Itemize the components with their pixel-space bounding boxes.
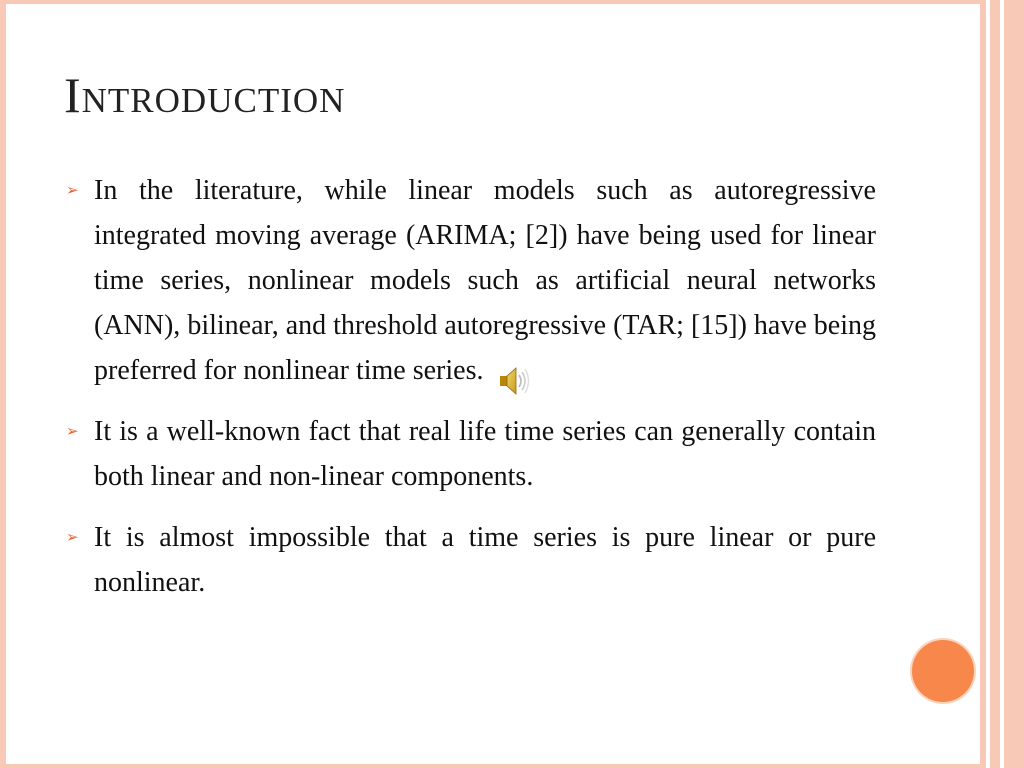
bullet-text: It is almost impossible that a time series is pure linear or pure nonlinear. bbox=[94, 522, 876, 598]
decorative-circle bbox=[912, 640, 974, 702]
right-stripes-decoration bbox=[980, 0, 1024, 768]
bullet-item bbox=[64, 515, 876, 605]
frame-left-border bbox=[0, 0, 6, 768]
stripe bbox=[1004, 0, 1024, 768]
bullet-text: In the literature, while linear models such as autoregressive integrated moving average (ARIMA; [2]) have being used for linear time series, nonlinear models such as artificial neural networks (ANN), bilinear, and threshold autoregressive (TAR; [15]) have being preferred for nonlinear time series. bbox=[94, 175, 876, 386]
chevron-right-icon: ➢ bbox=[66, 422, 79, 440]
speaker-icon[interactable] bbox=[494, 363, 534, 399]
bullet-item bbox=[64, 409, 876, 499]
slide-title: Introduction bbox=[64, 67, 346, 123]
bullet-list bbox=[64, 168, 876, 621]
bullet-item bbox=[64, 168, 876, 393]
bullet-text: It is a well-known fact that real life time series can generally contain both linear and non-linear components. bbox=[94, 416, 876, 492]
chevron-right-icon: ➢ bbox=[66, 181, 79, 199]
chevron-right-icon: ➢ bbox=[66, 528, 79, 546]
stripe bbox=[990, 0, 1000, 768]
frame-bottom-border bbox=[0, 764, 980, 768]
frame-top-border bbox=[0, 0, 980, 4]
